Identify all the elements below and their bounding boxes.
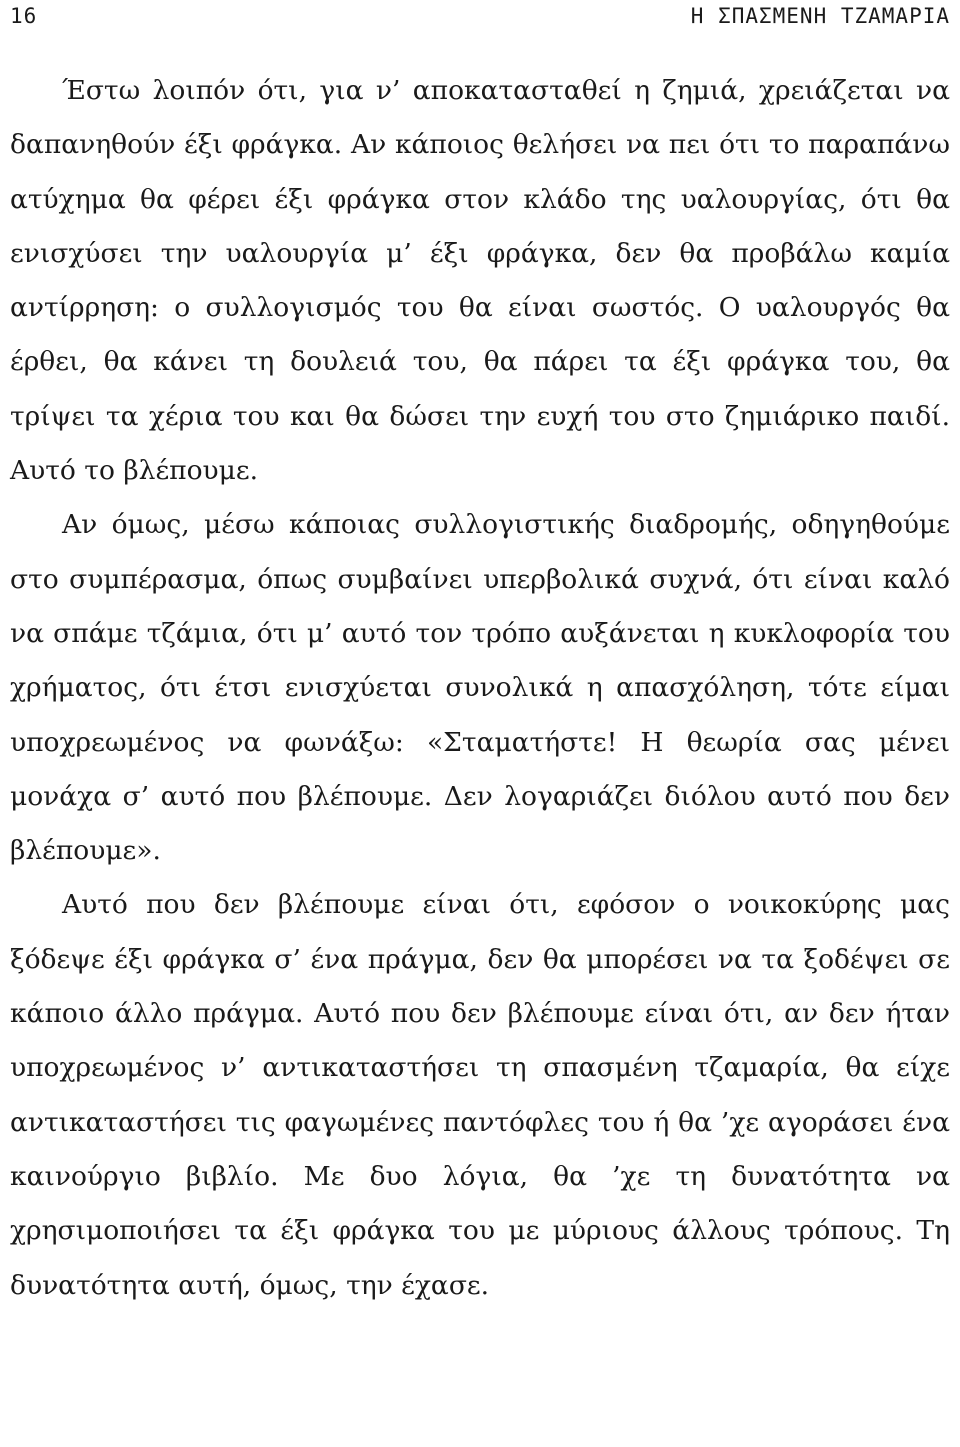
running-header xyxy=(10,4,950,32)
paragraph-1: Έστω λοιπόν ότι, για ν’ αποκατασταθεί η ζημιά, χρειάζεται να δαπανηθούν έξι φράγκα. Αν κάποιος θελήσει να πει ότι το παραπάνω ατύχημα θα φέρει έξι φράγκα στον κλάδο της υαλουργίας, ότι θα ενισχύσει την υαλουργία μ’ έξι φράγκα, δεν θα προβάλω καμία αντίρρηση: ο συλλογισμός του θα είναι σωστός. Ο υαλουργός θα έρθει, θα κάνει τη δουλειά του, θα πάρει τα έξι φράγκα του, θα τρίψει τα χέρια του και θα δώσει την ευχή του στο ζημιάρικο παιδί. Αυτό το βλέπουμε. xyxy=(10,75,950,487)
page-number: 16 xyxy=(10,4,38,28)
body-text xyxy=(10,64,950,1313)
running-title: Η ΣΠΑΣΜΕΝΗ ΤΖΑΜΑΡΙΑ xyxy=(690,4,950,28)
paragraph-2: Αν όμως, μέσω κάποιας συλλογιστικής διαδρομής, οδηγηθούμε στο συμπέρασμα, όπως συμβαίνει υπερβολικά συχνά, ότι είναι καλό να σπάμε τζάμια, ότι μ’ αυτό τον τρόπο αυξάνεται η κυκλοφορία του χρήματος, ότι έτσι ενισχύεται συνολικά η απασχόληση, τότε είμαι υποχρεωμένος να φωνάξω: «Σταματήστε! Η θεωρία σας μένει μονάχα σ’ αυτό που βλέπουμε. Δεν λογαριάζει διόλου αυτό που δεν βλέπουμε». xyxy=(10,509,950,867)
paragraph-3: Αυτό που δεν βλέπουμε είναι ότι, εφόσον ο νοικοκύρης μας ξόδεψε έξι φράγκα σ’ ένα πράγμα, δεν θα μπορέσει να τα ξοδέψει σε κάποιο άλλο πράγμα. Αυτό που δεν βλέπουμε είναι ότι, αν δεν ήταν υποχρεωμένος ν’ αντικαταστήσει τη σπασμένη τζαμαρία, θα είχε αντικαταστήσει τις φαγωμένες παντόφλες του ή θα ’χε αγοράσει ένα καινούργιο βιβλίο. Με δυο λόγια, θα ’χε τη δυνατότητα να χρησιμοποιήσει τα έξι φράγκα του με μύριους άλλους τρόπους. Τη δυνατότητα αυτή, όμως, την έχασε. xyxy=(10,889,950,1301)
